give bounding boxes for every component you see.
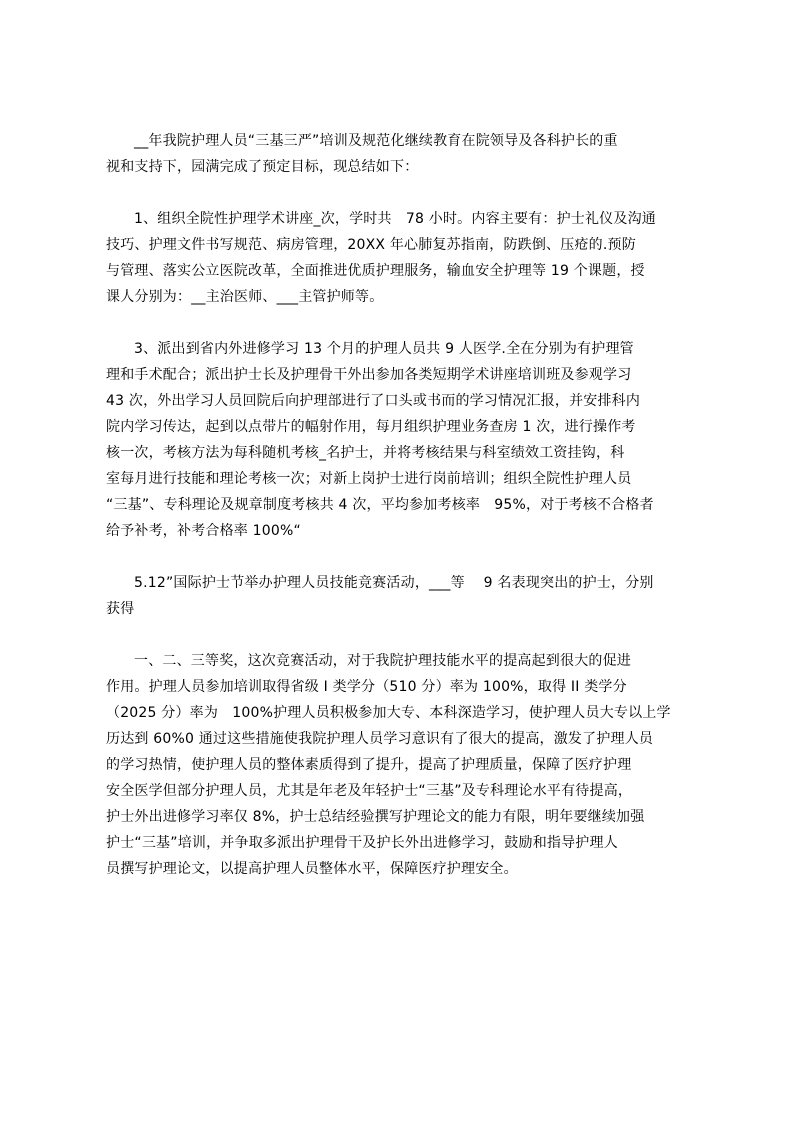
text-line: 安全医学但部分护理人员，尤其是年老及年轻护士“三基”及专科理论水平有待提高， (106, 783, 633, 799)
text-line: 院内学习传达，起到以点带片的幅射作用，每月组织护理业务查房 1 次，进行操作考 (106, 419, 636, 435)
text-line: 视和支持下，园满完成了预定目标，现总结如下： (106, 159, 419, 175)
document-body (106, 128, 698, 882)
text-line: 作用。护理人员参加培训取得省级 I 类学分（510 分）率为 100%，取得 II 类学分 (106, 679, 627, 695)
paragraph-training (106, 336, 698, 544)
text-line: 与管理、落实公立医院改革，全面推进优质护理服务，输血安全护理等 19 个课题，授 (106, 263, 645, 279)
text-line: “三基”、专科理论及规章制度考核共 4 次，平均参加考核率 95%，对于考核不合格者 (106, 497, 654, 513)
text-line: 课人分别为：__主治医师、___主管护师等。 (106, 289, 384, 305)
text-line: 员撰写护理论文，以提高护理人员整体水平，保障医疗护理安全。 (106, 861, 518, 877)
text-line: 给予补考，补考合格率 100%“ (106, 523, 301, 539)
text-line: 护士“三基”培训，并争取多派出护理骨干及护长外出进修学习，鼓励和指导护理人 (106, 835, 618, 851)
text-line: 技巧、护理文件书写规范、病房管理，20XX 年心肺复苏指南，防跌倒、压疮的.预防 (106, 237, 636, 253)
text-line: （2025 分）率为 100%护理人员积极参加大专、本科深造学习，使护理人员大专以上学 (106, 705, 671, 721)
text-line: 43 次，外出学习人员回院后向护理部进行了口头或书而的学习情况汇报，并安排科内 (106, 393, 641, 409)
text-line: 的学习热情，使护理人员的整体素质得到了提升，提高了护理质量，保障了医疗护理 (106, 757, 632, 773)
paragraph-nurses-day (106, 570, 698, 622)
text-line: 理和手术配合；派出护士长及护理骨干外出参加各类短期学术讲座培训班及参观学习 (106, 367, 632, 383)
text-line: 核一次，考核方法为每科随机考核_名护士，并将考核结果与科室绩效工资挂钩，科 (106, 445, 625, 461)
paragraph-awards-summary (106, 648, 698, 882)
text-line: 获得 (106, 601, 135, 617)
text-line: 一、二、三等奖，这次竞赛活动，对于我院护理技能水平的提高起到很大的促进 (134, 653, 631, 669)
paragraph-lectures (106, 206, 698, 310)
paragraph-intro (106, 128, 698, 180)
text-line: 历达到 60%0 通过这些措施使我院护理人员学习意识有了很大的提高，激发了护理人员 (106, 731, 654, 747)
text-line: 5.12”国际护士节举办护理人员技能竞赛活动，___等 9 名表现突出的护士，分别 (134, 575, 654, 591)
text-line: 3、派出到省内外进修学习 13 个月的护理人员共 9 人医学.全在分别为有护理管 (134, 341, 634, 357)
text-line: 护士外出进修学习率仅 8%，护士总结经验撰写护理论文的能力有限，明年要继续加强 (106, 809, 645, 825)
text-line: 1、组织全院性护理学术讲座_次，学时共 78 小时。内容主要有：护士礼仪及沟通 (134, 211, 656, 227)
text-line: __年我院护理人员“三基三严”培训及规范化继续教育在院领导及各科护长的重 (134, 133, 618, 149)
text-line: 室每月进行技能和理论考核一次；对新上岗护士进行岗前培训；组织全院性护理人员 (106, 471, 632, 487)
